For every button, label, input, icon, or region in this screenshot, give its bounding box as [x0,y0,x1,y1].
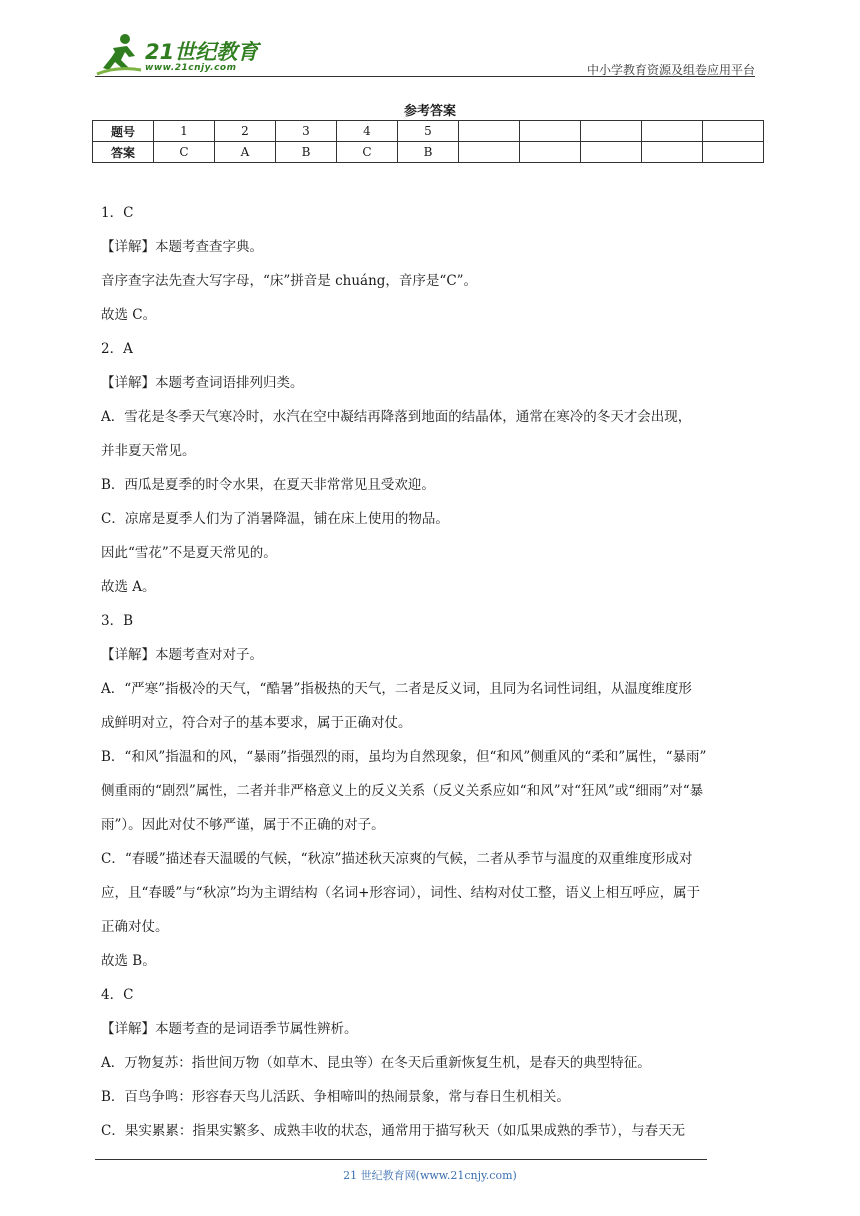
text-line: B．百鸟争鸣：形容春天鸟儿活跃、争相啼叫的热闹景象，常与春日生机相关。 [101,1089,570,1105]
page-title: 参考答案 [403,104,456,119]
table-cell: 4 [337,121,398,142]
text-line: A．万物复苏：指世间万物（如草木、昆虫等）在冬天后重新恢复生机，是春天的典型特征。 [101,1055,651,1071]
table-cell [642,121,703,142]
text-line: 侧重雨的“剧烈”属性，二者并非严格意义上的反义关系（反义关系应如“和风”对“狂风”或“细雨”对“暴 [101,783,704,799]
logo [95,30,265,76]
text-line: 3．B [101,613,134,629]
text-line: C．凉席是夏季人们为了消暑降温，铺在床上使用的物品。 [101,511,449,527]
text-line: 1．C [101,205,134,221]
text-line: 成鲜明对立，符合对子的基本要求，属于正确对仗。 [101,715,412,731]
table-cell [642,142,703,163]
footer-divider [95,1159,707,1160]
table-cell [581,121,642,142]
answer-table [92,120,764,163]
page-header [95,30,755,82]
text-line: 正确对仗。 [101,919,169,935]
table-row-answers [93,142,764,163]
text-line: 故选 A。 [101,579,156,595]
table-cell [703,121,764,142]
table-cell [459,121,520,142]
table-cell: B [276,142,337,163]
text-line: 雨”）。因此对仗不够严谨，属于不正确的对子。 [101,817,385,833]
table-cell: 2 [215,121,276,142]
table-cell: 1 [154,121,215,142]
text-line: 应，且“春暖”与“秋凉”均为主谓结构（名词+形容词），词性、结构对仗工整，语义上相互呼应，属于 [101,885,701,901]
text-line: C．“春暖”描述春天温暖的气候，“秋凉”描述秋天凉爽的气候，二者从季节与温度的双重维度形成对 [101,851,693,867]
text-line: B．西瓜是夏季的时令水果，在夏天非常常见且受欢迎。 [101,477,435,493]
text-line: 【详解】本题考查词语排列归类。 [101,375,304,391]
text-line: A．雪花是冬季天气寒冷时，水汽在空中凝结再降落到地面的结晶体，通常在寒冷的冬天才会出现， [101,409,692,425]
text-line: 故选 B。 [101,953,156,969]
footer-link[interactable]: 21 世纪教育网(www.21cnjy.com) [343,1169,517,1182]
table-header-number: 题号 [93,121,154,142]
table-cell: 3 [276,121,337,142]
text-line: 【详解】本题考查查字典。 [101,239,263,255]
table-cell [520,142,581,163]
text-line: 4．C [101,987,134,1003]
text-line: 并非夏天常见。 [101,443,196,459]
header-divider [95,76,755,77]
table-cell: A [215,142,276,163]
text-line: 【详解】本题考查的是词语季节属性辨析。 [101,1021,358,1037]
answer-explanations [101,196,766,1148]
table-cell: C [337,142,398,163]
runner-logo-icon [95,30,145,76]
platform-name: 中小学教育资源及组卷应用平台 [586,63,755,77]
table-cell [520,121,581,142]
logo-text: 21世纪教育 [145,40,259,64]
table-row-numbers [93,121,764,142]
table-cell [703,142,764,163]
text-line: 故选 C。 [101,307,157,323]
table-cell: B [398,142,459,163]
table-cell: 5 [398,121,459,142]
text-line: C．果实累累：指果实繁多、成熟丰收的状态，通常用于描写秋天（如瓜果成熟的季节），与春天无 [101,1123,686,1139]
text-line: 2．A [101,341,133,357]
text-line: A．“严寒”指极冷的天气，“酷暑”指极热的天气，二者是反义词，且同为名词性词组，从温度维度形 [101,681,692,697]
table-header-answer: 答案 [93,142,154,163]
text-line: 【详解】本题考查对对子。 [101,647,263,663]
table-cell: C [154,142,215,163]
table-cell [581,142,642,163]
table-cell [459,142,520,163]
logo-url: www.21cnjy.com [145,63,237,73]
text-line: B．“和风”指温和的风，“暴雨”指强烈的雨，虽均为自然现象，但“和风”侧重风的“柔和”属性，“暴雨” [101,749,707,765]
text-line: 因此“雪花”不是夏天常见的。 [101,545,277,561]
text-line: 音序查字法先查大写字母，“床”拼音是 chuáng，音序是“C”。 [101,273,478,289]
